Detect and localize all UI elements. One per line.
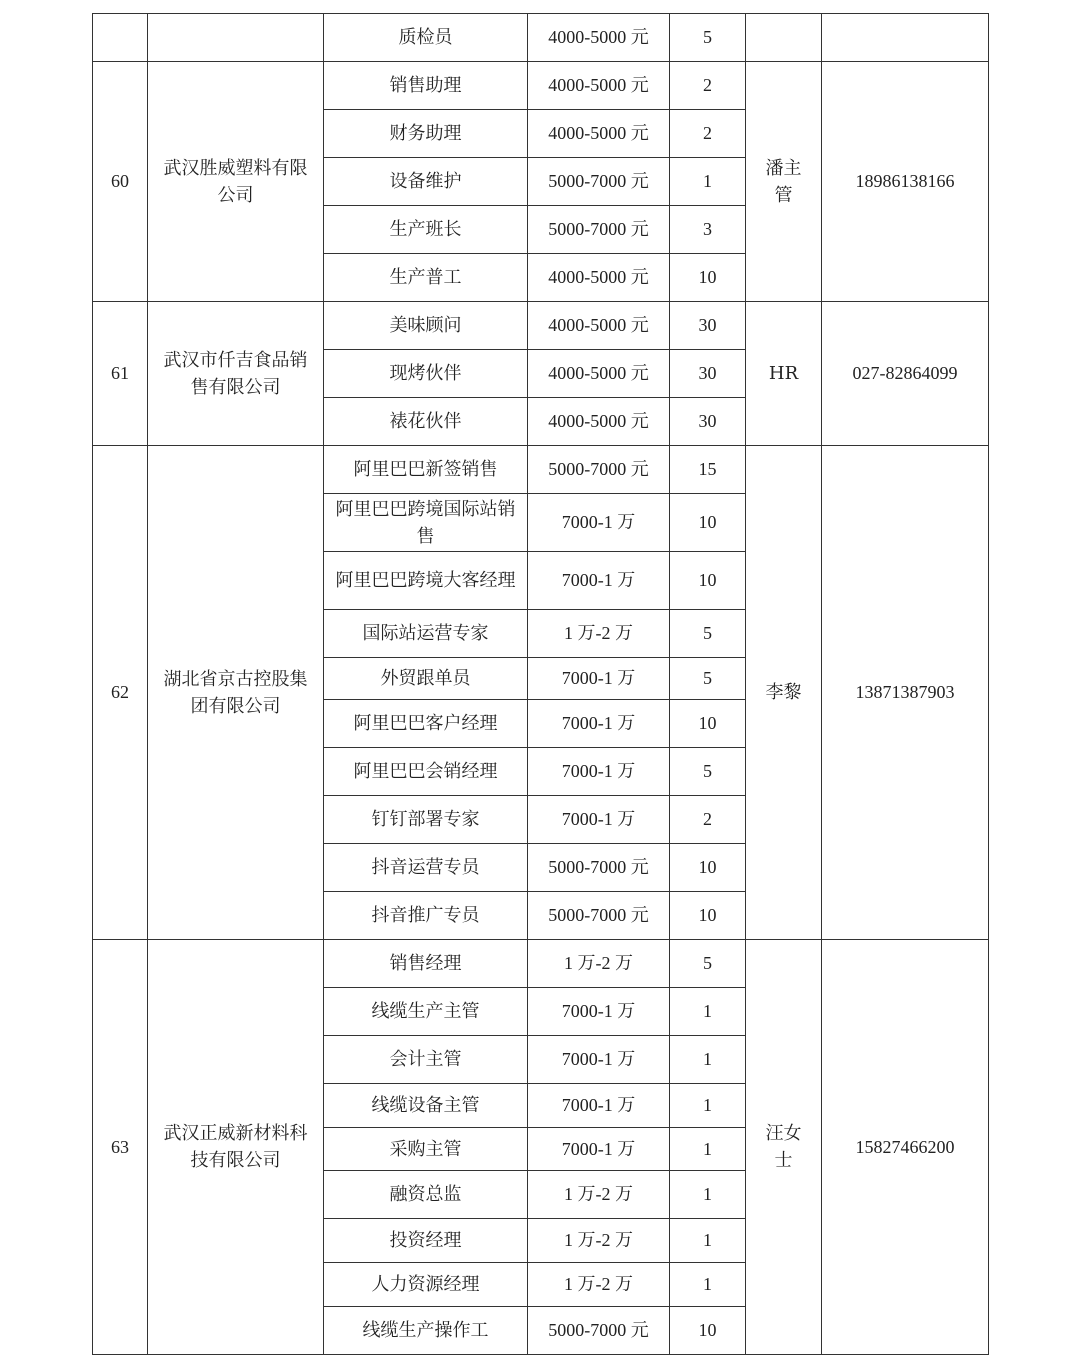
headcount-cell: 10 — [670, 700, 746, 748]
salary-cell: 1 万-2 万 — [528, 1263, 670, 1307]
position-cell: 线缆生产操作工 — [324, 1307, 528, 1355]
salary-cell: 7000-1 万 — [528, 796, 670, 844]
company-name: 湖北省京古控股集团有限公司 — [163, 668, 308, 717]
salary-cell: 4000-5000 元 — [528, 398, 670, 446]
headcount-cell: 1 — [670, 1219, 746, 1263]
table-row — [93, 62, 989, 110]
salary-cell: 4000-5000 元 — [528, 302, 670, 350]
contact-cell — [746, 14, 822, 62]
salary-cell: 5000-7000 元 — [528, 446, 670, 494]
headcount-cell: 2 — [670, 62, 746, 110]
salary-cell: 7000-1 万 — [528, 700, 670, 748]
contact-cell — [746, 446, 822, 940]
headcount-cell: 2 — [670, 796, 746, 844]
contact-name: 李黎 — [765, 682, 802, 703]
salary-cell: 4000-5000 元 — [528, 62, 670, 110]
salary-cell: 1 万-2 万 — [528, 1219, 670, 1263]
table-row — [93, 302, 989, 350]
headcount-cell: 5 — [670, 658, 746, 700]
contact-name: 汪女士 — [765, 1123, 802, 1171]
position-cell: 抖音推广专员 — [324, 892, 528, 940]
company-name-cell — [148, 940, 324, 1355]
position-cell: 会计主管 — [324, 1036, 528, 1084]
salary-cell: 7000-1 万 — [528, 494, 670, 552]
headcount-cell: 30 — [670, 302, 746, 350]
position-cell: 销售助理 — [324, 62, 528, 110]
company-number-cell: 61 — [93, 302, 148, 446]
position-cell: 外贸跟单员 — [324, 658, 528, 700]
headcount-cell: 2 — [670, 110, 746, 158]
company-name-cell — [148, 446, 324, 940]
position-cell: 销售经理 — [324, 940, 528, 988]
salary-cell: 5000-7000 元 — [528, 1307, 670, 1355]
job-table-body — [93, 14, 989, 1355]
headcount-cell: 5 — [670, 748, 746, 796]
salary-cell: 7000-1 万 — [528, 1084, 670, 1128]
position-cell: 融资总监 — [324, 1171, 528, 1219]
position-cell: 投资经理 — [324, 1219, 528, 1263]
company-name: 武汉市仟吉食品销售有限公司 — [163, 349, 308, 398]
headcount-cell: 10 — [670, 844, 746, 892]
salary-cell: 7000-1 万 — [528, 1128, 670, 1171]
salary-cell: 1 万-2 万 — [528, 1171, 670, 1219]
position-cell: 采购主管 — [324, 1128, 528, 1171]
company-name: 武汉胜威塑料有限公司 — [163, 157, 308, 206]
headcount-cell: 30 — [670, 350, 746, 398]
salary-cell: 7000-1 万 — [528, 988, 670, 1036]
position-cell: 阿里巴巴客户经理 — [324, 700, 528, 748]
salary-cell: 4000-5000 元 — [528, 14, 670, 62]
salary-cell: 4000-5000 元 — [528, 110, 670, 158]
position-cell: 人力资源经理 — [324, 1263, 528, 1307]
position-cell: 线缆生产主管 — [324, 988, 528, 1036]
headcount-cell: 30 — [670, 398, 746, 446]
position-cell: 财务助理 — [324, 110, 528, 158]
headcount-cell: 1 — [670, 1263, 746, 1307]
contact-cell — [746, 62, 822, 302]
company-number-cell: 62 — [93, 446, 148, 940]
table-row — [93, 446, 989, 494]
phone-cell — [822, 14, 989, 62]
headcount-cell: 1 — [670, 1036, 746, 1084]
company-name: 武汉正威新材料科技有限公司 — [163, 1123, 308, 1171]
headcount-cell: 1 — [670, 1128, 746, 1171]
contact-cell — [746, 940, 822, 1355]
position-cell: 生产普工 — [324, 254, 528, 302]
headcount-cell: 1 — [670, 1171, 746, 1219]
company-name-cell — [148, 62, 324, 302]
position-cell: 质检员 — [324, 14, 528, 62]
table-row — [93, 940, 989, 988]
job-table — [92, 13, 989, 1355]
salary-cell: 4000-5000 元 — [528, 254, 670, 302]
headcount-cell: 1 — [670, 988, 746, 1036]
position-cell: 阿里巴巴跨境国际站销售 — [324, 494, 528, 552]
contact-cell — [746, 302, 822, 446]
company-number-cell — [93, 14, 148, 62]
position-cell: 美味顾问 — [324, 302, 528, 350]
position-cell: 阿里巴巴新签销售 — [324, 446, 528, 494]
position-cell: 设备维护 — [324, 158, 528, 206]
salary-cell: 5000-7000 元 — [528, 158, 670, 206]
position-cell: 生产班长 — [324, 206, 528, 254]
position-cell: 阿里巴巴会销经理 — [324, 748, 528, 796]
headcount-cell: 15 — [670, 446, 746, 494]
salary-cell: 7000-1 万 — [528, 748, 670, 796]
headcount-cell: 1 — [670, 1084, 746, 1128]
position-cell: 现烤伙伴 — [324, 350, 528, 398]
position-cell: 线缆设备主管 — [324, 1084, 528, 1128]
company-name-cell — [148, 14, 324, 62]
position-cell: 抖音运营专员 — [324, 844, 528, 892]
headcount-cell: 10 — [670, 892, 746, 940]
headcount-cell: 5 — [670, 14, 746, 62]
salary-cell: 5000-7000 元 — [528, 892, 670, 940]
salary-cell: 1 万-2 万 — [528, 610, 670, 658]
headcount-cell: 10 — [670, 552, 746, 610]
salary-cell: 1 万-2 万 — [528, 940, 670, 988]
salary-cell: 7000-1 万 — [528, 1036, 670, 1084]
company-number-cell: 60 — [93, 62, 148, 302]
contact-name: HR — [768, 363, 799, 384]
position-cell: 阿里巴巴跨境大客经理 — [324, 552, 528, 610]
salary-cell: 5000-7000 元 — [528, 844, 670, 892]
phone-cell: 18986138166 — [822, 62, 989, 302]
phone-cell: 027-82864099 — [822, 302, 989, 446]
position-cell: 国际站运营专家 — [324, 610, 528, 658]
headcount-cell: 10 — [670, 254, 746, 302]
salary-cell: 5000-7000 元 — [528, 206, 670, 254]
table-row — [93, 14, 989, 62]
company-name-cell — [148, 302, 324, 446]
contact-name: 潘主管 — [765, 157, 802, 206]
phone-cell: 15827466200 — [822, 940, 989, 1355]
company-number-cell: 63 — [93, 940, 148, 1355]
headcount-cell: 5 — [670, 940, 746, 988]
headcount-cell: 10 — [670, 1307, 746, 1355]
phone-cell: 13871387903 — [822, 446, 989, 940]
headcount-cell: 1 — [670, 158, 746, 206]
salary-cell: 4000-5000 元 — [528, 350, 670, 398]
headcount-cell: 10 — [670, 494, 746, 552]
salary-cell: 7000-1 万 — [528, 552, 670, 610]
headcount-cell: 3 — [670, 206, 746, 254]
position-cell: 钉钉部署专家 — [324, 796, 528, 844]
job-listing-sheet — [92, 13, 988, 1355]
position-cell: 裱花伙伴 — [324, 398, 528, 446]
headcount-cell: 5 — [670, 610, 746, 658]
salary-cell: 7000-1 万 — [528, 658, 670, 700]
